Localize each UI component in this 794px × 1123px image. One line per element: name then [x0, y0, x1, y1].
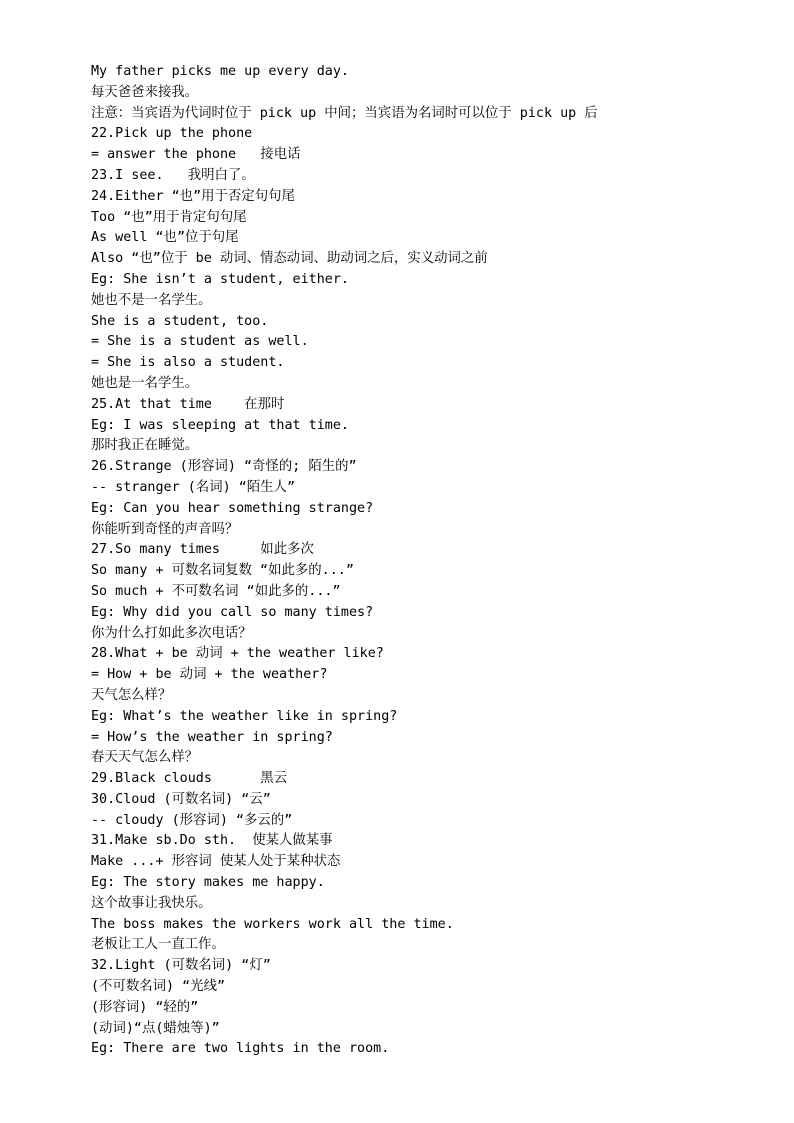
- text-line: 27.So many times 如此多次: [91, 542, 314, 558]
- text-line: Eg: She isn’t a student, either.: [91, 271, 349, 287]
- text-line: 31.Make sb.Do sth. 使某人做某事: [91, 833, 333, 849]
- text-line: 每天爸爸来接我。: [91, 84, 199, 100]
- text-line: Also “也”位于 be 动词、情态动词、助动词之后，实义动词之前: [91, 251, 488, 267]
- text-line: 30.Cloud (可数名词) “云”: [91, 791, 271, 807]
- text-line: Too “也”用于肯定句句尾: [91, 209, 247, 225]
- text-line: 那时我正在睡觉。: [91, 438, 199, 454]
- text-line: So much + 不可数名词 “如此多的...”: [91, 583, 341, 599]
- text-line: = How + be 动词 + the weather?: [91, 667, 328, 683]
- text-line: -- stranger (名词) “陌生人”: [91, 479, 296, 495]
- text-line: Eg: There are two lights in the room.: [91, 1041, 390, 1057]
- text-line: The boss makes the workers work all the time.: [91, 916, 454, 932]
- text-line: As well “也”位于句尾: [91, 230, 239, 246]
- document-page: [91, 62, 771, 1060]
- text-line: Eg: The story makes me happy.: [91, 875, 325, 891]
- text-line: 她也不是一名学生。: [91, 292, 212, 308]
- text-line: 25.At that time 在那时: [91, 396, 285, 412]
- text-line: 春天天气怎么样？: [91, 750, 199, 766]
- text-line: She is a student, too.: [91, 313, 269, 329]
- text-line: (形容词) “轻的”: [91, 999, 199, 1015]
- text-line: Eg: I was sleeping at that time.: [91, 417, 349, 433]
- text-line: = How’s the weather in spring?: [91, 729, 333, 745]
- text-line: Eg: What’s the weather like in spring?: [91, 708, 398, 724]
- text-line: 24.Either “也”用于否定句句尾: [91, 188, 295, 204]
- text-line: So many + 可数名词复数 “如此多的...”: [91, 563, 354, 579]
- text-line: 28.What + be 动词 + the weather like?: [91, 646, 384, 662]
- text-line: My father picks me up every day.: [91, 64, 349, 79]
- text-line: = She is a student as well.: [91, 334, 309, 350]
- text-line: 23.I see. 我明白了。: [91, 167, 255, 183]
- text-line: 你为什么打如此多次电话？: [91, 625, 252, 641]
- text-line: 26.Strange (形容词) “奇怪的; 陌生的”: [91, 459, 357, 475]
- text-line: 老板让工人一直工作。: [91, 937, 225, 953]
- text-line: = She is also a student.: [91, 355, 285, 371]
- text-line: 天气怎么样？: [91, 687, 172, 703]
- text-line: 她也是一名学生。: [91, 375, 199, 391]
- text-line: (不可数名词) “光线”: [91, 979, 226, 995]
- text-line: Eg: Why did you call so many times?: [91, 604, 374, 620]
- text-line: = answer the phone 接电话: [91, 147, 301, 163]
- text-line: Make ...+ 形容词 使某人处于某种状态: [91, 854, 341, 870]
- text-line: (动词)“点(蜡烛等)”: [91, 1020, 220, 1036]
- text-line: 29.Black clouds 黑云: [91, 771, 288, 787]
- text-line: 32.Light (可数名词) “灯”: [91, 958, 271, 974]
- text-line: Eg: Can you hear something strange?: [91, 500, 374, 516]
- text-line: 这个故事让我快乐。: [91, 895, 212, 911]
- text-line: 你能听到奇怪的声音吗？: [91, 521, 239, 537]
- text-line: 注意：当宾语为代词时位于 pick up 中间；当宾语为名词时可以位于 pick up 后: [91, 105, 598, 121]
- text-line: -- cloudy (形容词) “多云的”: [91, 812, 293, 828]
- text-line: 22.Pick up the phone: [91, 126, 253, 142]
